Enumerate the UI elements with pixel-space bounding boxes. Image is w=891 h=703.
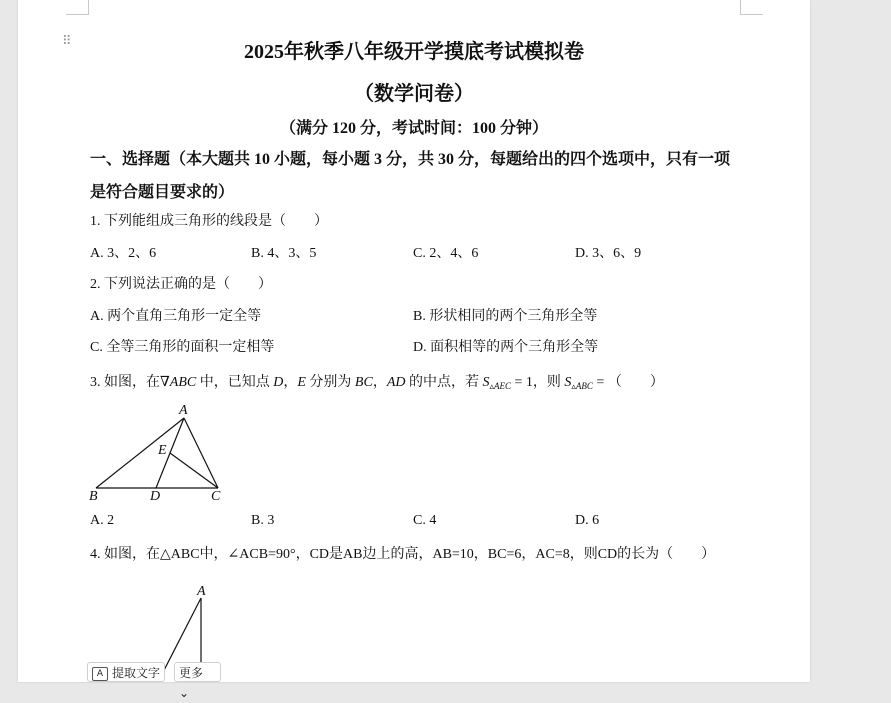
q2-option-a: A. 两个直角三角形一定全等 [90, 309, 262, 324]
q3-var: S [482, 375, 490, 390]
section-heading-line2: 是符合题目要求的） [90, 184, 235, 201]
extract-text-button[interactable] [87, 662, 165, 682]
q3-text: 分别为 [305, 375, 355, 390]
extract-text-label: 提取文字 [112, 666, 161, 680]
q3-segment-ec [170, 453, 218, 488]
question-4-stem: 4. 如图，在△ABC中，∠ACB=90°，CD是AB边上的高，AB=10，BC=6，AC=8，则CD的长为（ ） [90, 547, 716, 562]
q4-label-a: A [197, 584, 206, 599]
q3-text: ， [283, 375, 298, 390]
exam-info: （满分 120 分，考试时间：100 分钟） [279, 120, 548, 137]
page-corner-mark-left [66, 0, 89, 15]
page-corner-mark-right [740, 0, 763, 15]
q2-option-d: D. 面积相等的两个三角形全等 [413, 340, 599, 355]
exam-subject: （数学问卷） [354, 83, 474, 105]
document-page [18, 0, 810, 682]
more-button[interactable] [174, 662, 221, 700]
q3-text: = （ ） [592, 375, 664, 390]
text-recognition-icon: A [92, 667, 108, 681]
q3-var: AD [386, 375, 406, 390]
q3-segment-ac [184, 418, 218, 488]
q3-text: 的中点，若 [405, 375, 483, 390]
q3-option-d: D. 6 [575, 513, 600, 528]
q3-var: ABC [169, 375, 197, 390]
q1-option-c: C. 2、4、6 [413, 246, 479, 261]
q3-text: 3. 如图，在 [90, 375, 160, 390]
q1-option-b: B. 4、3、5 [251, 246, 317, 261]
q3-var: BC [354, 375, 373, 390]
q3-text: 中，已知点 [196, 375, 274, 390]
q1-option-d: D. 3、6、9 [575, 246, 642, 261]
q2-option-b: B. 形状相同的两个三角形全等 [413, 309, 598, 324]
q3-var: E [297, 375, 306, 390]
q3-label-d: D [150, 489, 161, 504]
q3-triangle-symbol: ∇ [160, 375, 170, 390]
q1-option-a: A. 3、2、6 [90, 246, 157, 261]
q3-subscript: ▵ABC [571, 381, 593, 391]
question-1-stem: 1. 下列能组成三角形的线段是（ ） [90, 214, 328, 229]
q2-option-c: C. 全等三角形的面积一定相等 [90, 340, 275, 355]
more-label: 更多 ⌄ [179, 666, 204, 700]
q3-label-c: C [211, 489, 221, 504]
q3-figure [84, 398, 234, 506]
q3-label-a: A [179, 403, 188, 418]
q3-label-b: B [89, 489, 98, 504]
q3-var: D [273, 375, 284, 390]
q3-text: ， [372, 375, 387, 390]
section-heading-line1: 一、选择题（本大题共 10 小题，每小题 3 分，共 30 分，每题给出的四个选项中，只有一项 [90, 151, 731, 168]
question-2-stem: 2. 下列说法正确的是（ ） [90, 277, 272, 292]
q3-label-e: E [158, 443, 167, 458]
question-3-stem [90, 371, 664, 391]
q3-var: S [564, 375, 572, 390]
exam-title: 2025年秋季八年级开学摸底考试模拟卷 [244, 41, 584, 63]
q3-option-b: B. 3 [251, 513, 275, 528]
drag-handle-icon[interactable]: ⠿ [62, 34, 73, 49]
q3-subscript: ▵AEC [489, 381, 511, 391]
q3-text: = 1，则 [511, 375, 565, 390]
q3-option-c: C. 4 [413, 513, 437, 528]
q3-option-a: A. 2 [90, 513, 115, 528]
